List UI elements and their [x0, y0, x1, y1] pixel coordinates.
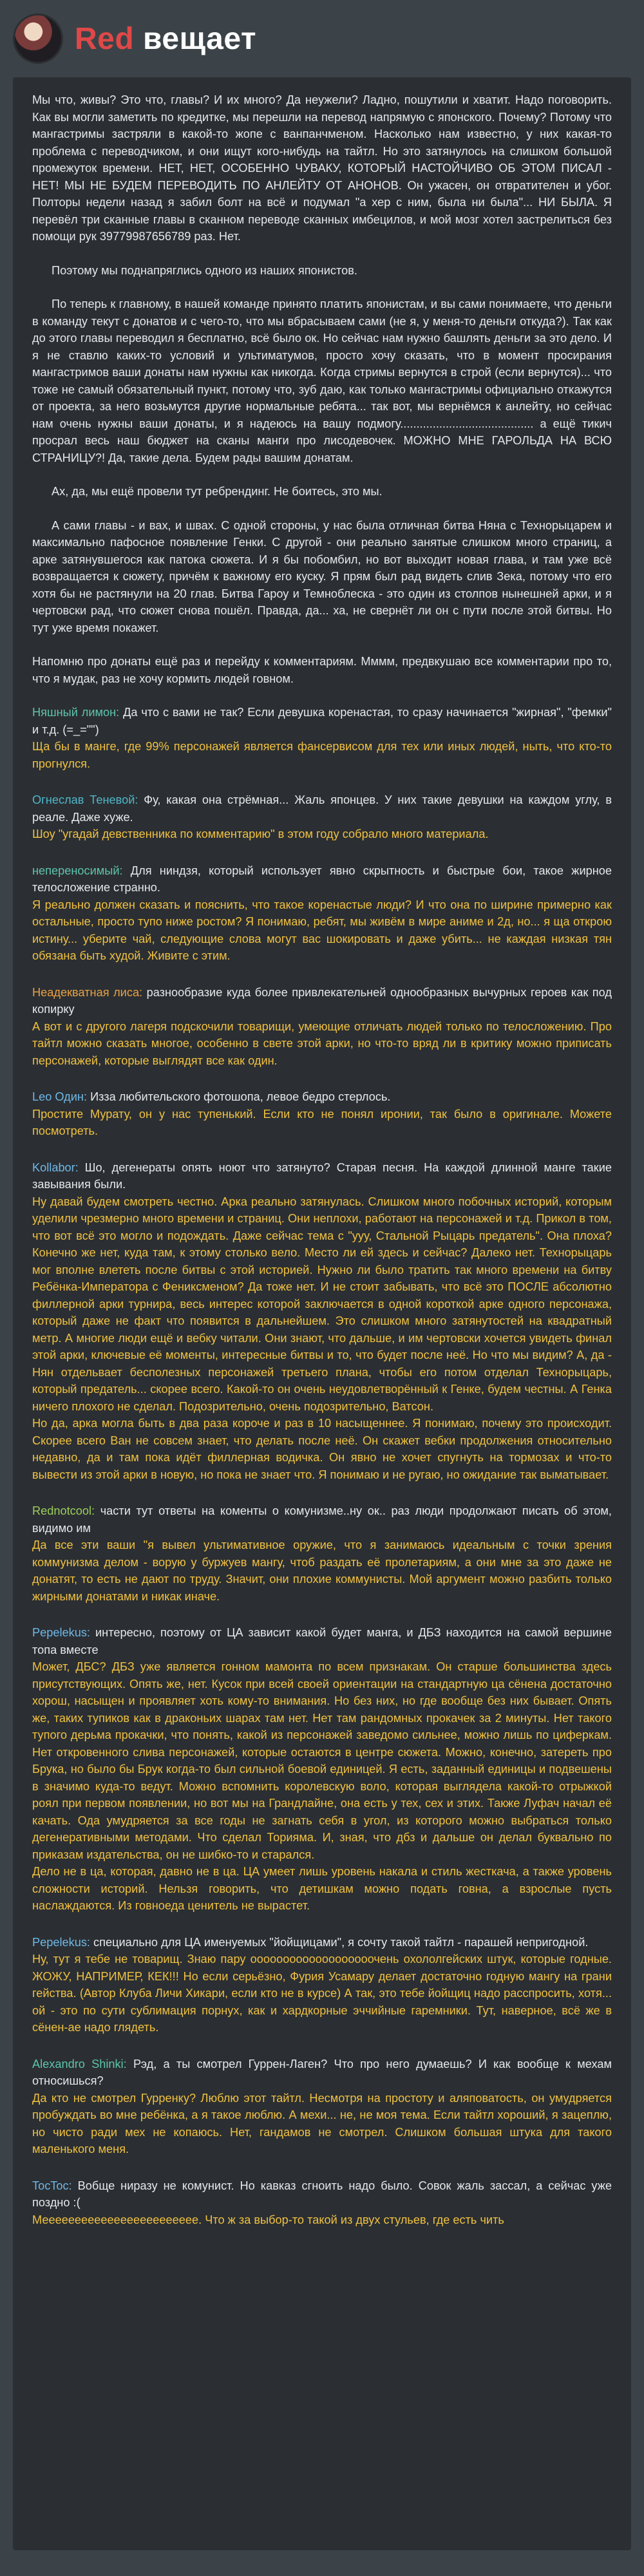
comment-reply: Я реально должен сказать и пояснить, что такое коренастые люди? И что она по ширине примерно как остальные, просто тупо ниже ростом? Я понимаю, ребят, мы живём в мире аниме и 2д, но... я ща открою истину... уберите чай, следующие слова могут вас шокировать и даже убить... не каждая низкая тян обязана быть худой. Живите с этим.: [32, 898, 612, 962]
comment-block: [32, 984, 612, 1070]
comment-block: [32, 2056, 612, 2158]
comment-author: Leo Один:: [32, 1090, 88, 1103]
site-title[interactable]: [75, 21, 256, 57]
post-paragraph: Мы что, живы? Это что, главы? И их много? Да неужели? Ладно, пошутили и хватит. Надо поговорить. Как вы могли заметить по кредитке, мы перешли на перевод напрямую с японского. Почему? Потому что мангастримы застряли в какой-то жопе с ванпанчменом. Насколько нам известно, у них какая-то проблема с переводчиком, и они ищут кого-нибудь на тайтл. Но это затянулось на слишком большой промежуток времени. НЕТ, НЕТ, ОСОБЕННО ЧУВАКУ, КОТОРЫЙ НАСТОЙЧИВО ОБ ЭТОМ ПИСАЛ - НЕТ! МЫ НЕ БУДЕМ ПЕРЕВОДИТЬ ПО АНЛЕЙТУ ОТ АНОНОВ. Он ужасен, он отвратителен и убог. Полторы недели назад я забил болт на всё и подумал "а хер с ним, была ни была"... НИ БЫЛА. Я перевёл три сканные главы в сканном переводе сканных имбецилов, и мой мозг хотел застрелиться без помощи рук 39779987656789 раз. Нет.: [32, 93, 612, 243]
comment-reply: Да все эти ваши "я вывел ультимативное оружие, что я занимаюсь идеальным с точки зрения коммунизма делом - ворую у буржуев мангу, чтоб раздать её пролетариям, а они мне за это даже не донатят, то есть не дают по труду. Значит, они плохие коммунисты. Мой аргумент можно разбить только жирными донатами и никак иначе.: [32, 1539, 612, 1603]
avatar[interactable]: [13, 14, 63, 64]
comment-block: [32, 791, 612, 843]
comment-text: интересно, поэтому от ЦА зависит какой будет манга, и ДБЗ находится на самой вершине топа вместе: [32, 1626, 612, 1656]
site-header: [0, 0, 644, 77]
comment-block: [32, 1934, 612, 2036]
comment-reply: Мееееееееееееееееееееееее. Что ж за выбор-то такой из двух стульев, где есть чить: [32, 2213, 504, 2226]
post-paragraph: Поэтому мы поднапряглись одного из наших японистов.: [52, 263, 357, 277]
comment-block: [32, 1624, 612, 1915]
comment-text: Вобще ниразу не комунист. Но кавказ сгноить надо было. Совок жаль зассал, а сейчас уже поздно :(: [32, 2179, 612, 2209]
site-title-rest: вещает: [134, 21, 256, 56]
comment-block: [32, 704, 612, 772]
comment-text: Изза любительского фотошопа, левое бедро стерлось.: [87, 1090, 391, 1103]
comment-author: Rednotcool:: [32, 1504, 95, 1517]
comment-reply: Простите Мурату, он у нас тупенький. Если кто не понял иронии, так было в оригинале. Можете посмотреть.: [32, 1107, 612, 1137]
comment-reply: Шоу "угадай девственника по комментарию" в этом году собрало много материала.: [32, 828, 489, 840]
post-body: [13, 77, 631, 2550]
comment-reply: Может, ДБС? ДБЗ уже является гонном мамонта по всем признакам. Он старше большинства здесь присутствующих. Опять же, нет. Кусок при всей своей ориентации на стандартную ца сёнена достаточно хорош, насыщен и проявляет хоть кому-то внимания. Но без них, но где вообще без них бывает. Опять же, таких тупиков как в драконьих шарах там нет. Нет там рандомных прокачек за 2 минуты. Нет такого тупого дерьма прокачки, что понять, какой из персонажей заведомо сильнее, можно лишь по циферкам. Нет откровенного слива персонажей, которые остаются в центре сюжета. Можно, конечно, затереть про Брука, но было бы Брук когда-то был сильной боевой единицей. Я есть, заданный единицы и подвешены в значимо куда-то ведут. Можно вспомнить королевскую воло, которая выглядела какой-то отрыжкой роял при первом появлении, но вот мы на Грандлайне, она есть у тех, сех и этих. Также Луфач начал её качать. Ода умудряется за все годы не загнать себя в угол, из которого можно выбраться только дегенеративными методами. Что сделал Торияма. И, зная, что дбз и дальше он делал буквально по приказам издательства, он не шибко-то и старался. Дело не в ца, которая, давно не в ца. ЦА умеет лишь уровень накала и стиль жесткача, а также уровень сложности историй. Нельзя говорить, что детишкам можно подать говна, а взрослые пусть наслаждаются. Из говноеда ценитель не вырастет.: [32, 1660, 612, 1912]
comment-author: Alexandro Shinki:: [32, 2057, 127, 2070]
comment-text: Для ниндзя, который использует явно скрытность и быстрые бои, такое жирное телосложение странно.: [32, 864, 612, 894]
comment-author: Pepelekus:: [32, 1626, 90, 1639]
comment-author: TocToc:: [32, 2179, 72, 2192]
comment-reply: Ну, тут я тебе не товарищ. Знаю пару ооооооооооооооооооочень охололгейских штук, которые годные. ЖОЖУ, НАПРИМЕР, КЕК!!! Но если серьёзно, Фурия Усамару делает достаточно годную мангу на грани гейства. (Автор Клуба Личи Хикари, если кто не в курсе) А так, это тебе йойщиц надо расспросить, хотя... ой - это по сути сублимация порнух, как и хардкорные эччийные гаремники. Тут, наверное, всё же в сёнен-ае надо глядеть.: [32, 1953, 612, 2034]
comment-reply: Ща бы в манге, где 99% персонажей является фансервисом для тех или иных людей, ныть, что кто-то прогнулся.: [32, 740, 612, 770]
post-paragraph: Напомню про донаты ещё раз и перейду к комментариям. Мммм, предвкушаю все комментарии про то, что я мудак, раз не хочу кормить людей говном.: [32, 655, 612, 685]
comment-author: Pepelekus:: [32, 1935, 90, 1949]
comment-block: [32, 1159, 612, 1484]
comment-reply: Да кто не смотрел Гурренку? Люблю этот тайтл. Несмотря на простоту и аляповатость, он умудряется пробуждать во мне ребёнка, а я такое люблю. А мехи... не, не моя тема. Если тайтл хороший, я зацеплю, но чисто ради мех не копаюсь. Нет, гандамов не смотрел. Слишком большая штука для такого маленького меня.: [32, 2091, 612, 2155]
comment-block: [32, 2177, 612, 2229]
comment-text: Рэд, а ты смотрел Гуррен-Лаген? Что про него думаешь? И как вообще к мехам относишься?: [32, 2057, 612, 2087]
comment-text: Да что с вами не так? Если девушка коренастая, то сразу начинается "жирная", "фемки" и т.д. (=_=""): [32, 706, 612, 736]
comment-reply: Ну давай будем смотреть честно. Арка реально затянулась. Слишком много побочных историй, которым уделили чрезмерно много времени и страниц. Они неплохи, работают на персонажей и т.д. Прикол в том, что вот всё это могло и подождать. Даже сейчас тема с "ууу, Стальной Рыцарь предатель". Она плоха? Конечно же нет, куда там, к этому столько вело. Место ли ей здесь и сейчас? Далеко нет. Технорыцарь мог вполне влететь после битвы с этой историей. Нужно ли было тратить так много времени на битву Ребёнка-Императора с Фениксменом? Да тоже нет. И не стоит забывать, что всё это ПОСЛЕ абсолютно филлерной арки турнира, весь интерес которой заключается в одной короткой арке одного персонажа, который даже не факт что появится в дальнейшем. Это слишком много затянутостей на квадратный метр. А многие люди ещё и вебку читали. Они знают, что дальше, и им чертовски хочется увидеть финал этой арки, ключевые её моменты, интересные битвы и то, что будет после неё. Но что мы видим? А, да - Нян отдельвает бесполезных персонажей третьего плана, чтобы его потом отделал Технорыцарь, который предатель... скорее всего. Какой-то он очень неудовлетворённый к Генке, будем честны. А Генка ничего плохого не сделал. Подозрительно, очень подозрительно, Ватсон. Но да, арка могла быть в два раза короче и раз в 10 насыщеннее. Я понимаю, почему это происходит. Скорее всего Ван не совсем знает, что делать после неё. Он скажет вебки продолжения относительно недавно, да и там пока идёт филлерная водичка. Он явно не хочет спугнуть на тормозах и что-то вывести из этой арки в новую, но пока не знает что. Я понимаю и не ругаю, но ожидание так выматывает.: [32, 1195, 612, 1481]
comment-block: [32, 862, 612, 965]
comment-author: непереносимый:: [32, 864, 123, 877]
site-title-accent: Red: [75, 21, 135, 56]
comment-text: Фу, какая она стрёмная... Жаль японцев. У них такие девушки на каждом углу, в реале. Даже хуже.: [32, 793, 612, 824]
comment-text: Шо, дегенераты опять ноют что затянуто? Старая песня. На каждой длинной манге такие завывания были.: [32, 1160, 612, 1191]
comment-block: [32, 1502, 612, 1605]
comment-text: разнообразие куда более привлекательней однообразных вычурных героев как под копирку: [32, 985, 612, 1016]
post-paragraph: А сами главы - и вах, и швах. С одной стороны, у нас была отличная битва Няна с Технорыцарем и максимально пафосное появление Генки. С другой - они реально занятые слишком много страниц, а арке затянувшегося как патока сюжета. И я бы побомбил, но вот выходит новая глава, и там уже всё возвращается к сюжету, причём к важному его куску. Я прям был рад видеть слив Зека, потому что его хотя бы не растянули на 20 глав. Битва Гароу и Темноблеска - это один из столпов нынешней арки, и я чертовски рад, что сюжет снова пошёл. Правда, да... ха, не свернёт ли он с пути после этой битвы. Но тут уже время покажет.: [32, 518, 612, 634]
comment-text: части тут ответы на коменты о комунизме..ну ок.. раз люди продолжают писать об этом, видимо им: [32, 1504, 612, 1535]
comment-reply: А вот и с другого лагеря подскочили товарищи, умеющие отличать людей только по телосложению. Про тайтл можно сказать многое, особенно в свете этой арки, но что-то вряд ли в критику можно приписать персонажей, которые выглядят все как один.: [32, 1019, 612, 1067]
comment-author: Няшный лимон:: [32, 706, 120, 719]
comment-text: специально для ЦА именуемых "йойщицами", я сочту такой тайтл - парашей непригодной.: [90, 1935, 589, 1949]
comment-block: [32, 1088, 612, 1140]
post-paragraph: Ах, да, мы ещё провели тут ребрендинг. Не боитесь, это мы.: [52, 485, 383, 498]
comment-author: Kollabor:: [32, 1160, 79, 1174]
post-paragraph: По теперь к главному, в нашей команде принято платить японистам, и вы сами понимаете, что деньги в команду текут с донатов и с чего-то, что мы вбрасываем сами (не я, у меня-то деньги откуда?). Так как до этого главы переводил я бесплатно, всё было ок. Но сейчас нам нужно башлять деньги за это дело. И я не ставлю каких-то условий и ультиматумов, просто хочу сказать, что в момент просирания мангастримов ваши донаты нам нужны как никогда. Когда стримы вернутся в строй (если вернутся)... что тоже не самый обязательный пункт, потому что, зуб даю, как только мангастримы официально откажутся от проекта, за него возьмутся другие нормальные ребята... так вот, мы вернёмся к анлейту, но сейчас нам очень нужны ваши донаты, и я надеюсь на вашу подмогу......................................... а ещё тикич просрал весь наш бюджет на сканы манги про лисодевочек. МОЖНО МНЕ ГАРОЛЬДА НА ВСЮ СТРАНИЦУ?! Да, такие дела. Будем рады вашим донатам.: [32, 298, 612, 464]
comment-author: Огнеслав Теневой:: [32, 793, 138, 806]
comment-author: Неадекватная лиса:: [32, 985, 143, 999]
